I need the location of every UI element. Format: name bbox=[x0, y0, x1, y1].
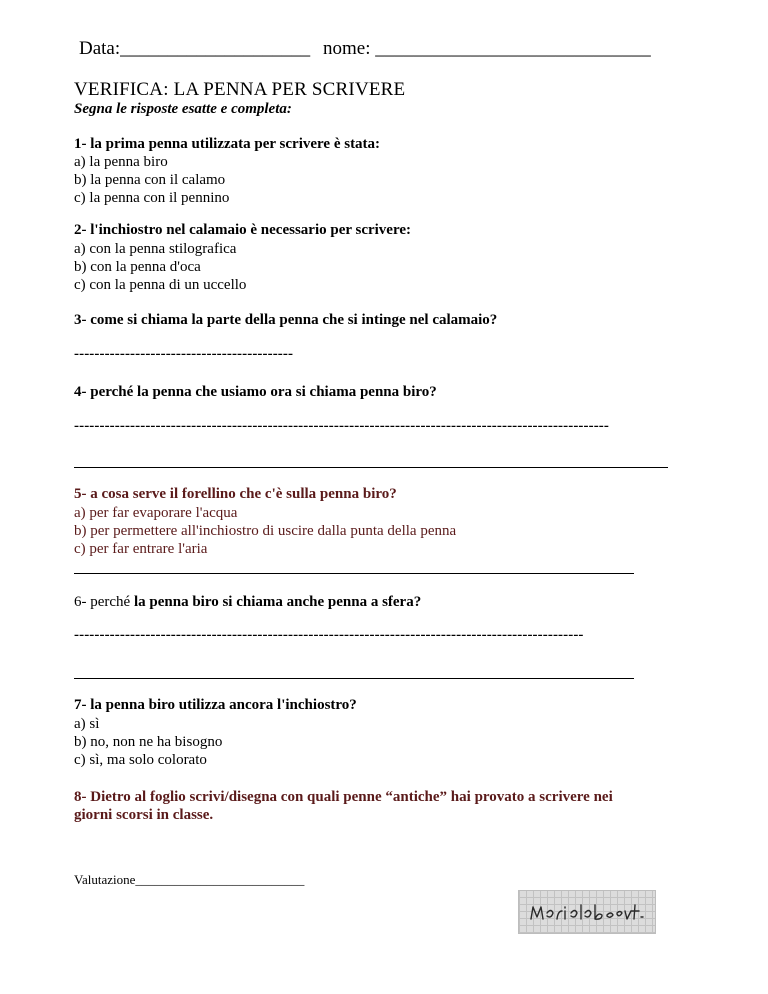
question-6-answer-dashes[interactable]: ---------------------------------------------------------------------------------------------------- bbox=[74, 627, 584, 643]
question-6-text: la penna biro si chiama anche penna a sfera? bbox=[133, 594, 422, 610]
date-field-label: Data:____________________ bbox=[79, 38, 311, 59]
question-2-option-a[interactable]: a) con la penna stilografica bbox=[74, 241, 237, 257]
question-6 bbox=[74, 594, 421, 611]
question-7-option-a[interactable]: a) sì bbox=[74, 716, 100, 732]
question-2-option-b[interactable]: b) con la penna d'oca bbox=[74, 259, 201, 275]
question-8-line-2: giorni scorsi in classe. bbox=[74, 807, 214, 823]
valutazione-label: Valutazione__________________________ bbox=[74, 872, 305, 887]
handwritten-signature-icon bbox=[519, 891, 655, 933]
question-3: 3- come si chiama la parte della penna che si intinge nel calamaio? bbox=[74, 312, 498, 328]
question-4-answer-dashes[interactable]: --------------------------------------------------------------------------------------------------------- bbox=[74, 418, 609, 434]
question-1-option-c[interactable]: c) la penna con il pennino bbox=[74, 190, 230, 206]
question-5-option-c[interactable]: c) per far entrare l'aria bbox=[74, 541, 208, 557]
question-5: 5- a cosa serve il forellino che c'è sulla penna biro? bbox=[74, 486, 397, 502]
question-2-option-c[interactable]: c) con la penna di un uccello bbox=[74, 277, 247, 293]
question-2: 2- l'inchiostro nel calamaio è necessario per scrivere: bbox=[74, 222, 412, 238]
question-6-answer-line[interactable] bbox=[74, 678, 634, 679]
question-7-option-c[interactable]: c) sì, ma solo colorato bbox=[74, 752, 207, 768]
question-7: 7- la penna biro utilizza ancora l'inchiostro? bbox=[74, 697, 357, 713]
question-6-prefix: 6- perché bbox=[74, 594, 134, 610]
page-title: VERIFICA: LA PENNA PER SCRIVERE bbox=[74, 79, 406, 100]
question-4: 4- perché la penna che usiamo ora si chiama penna biro? bbox=[74, 384, 437, 400]
question-5-option-b[interactable]: b) per permettere all'inchiostro di uscire dalla punta della penna bbox=[74, 523, 457, 539]
instructions: Segna le risposte esatte e completa: bbox=[74, 101, 292, 117]
question-5-answer-line[interactable] bbox=[74, 573, 634, 574]
question-1-option-b[interactable]: b) la penna con il calamo bbox=[74, 172, 226, 188]
name-field-label: nome: _____________________________ bbox=[323, 38, 651, 59]
question-4-answer-line[interactable] bbox=[74, 467, 668, 468]
question-7-option-b[interactable]: b) no, non ne ha bisogno bbox=[74, 734, 223, 750]
question-8-line-1: 8- Dietro al foglio scrivi/disegna con quali penne “antiche” hai provato a scrivere nei bbox=[74, 789, 613, 805]
question-1: 1- la prima penna utilizzata per scrivere è stata: bbox=[74, 136, 381, 152]
question-3-answer-line[interactable]: ------------------------------------------- bbox=[74, 346, 294, 362]
question-1-option-a[interactable]: a) la penna biro bbox=[74, 154, 168, 170]
signature-logo bbox=[518, 890, 656, 934]
question-5-option-a[interactable]: a) per far evaporare l'acqua bbox=[74, 505, 238, 521]
